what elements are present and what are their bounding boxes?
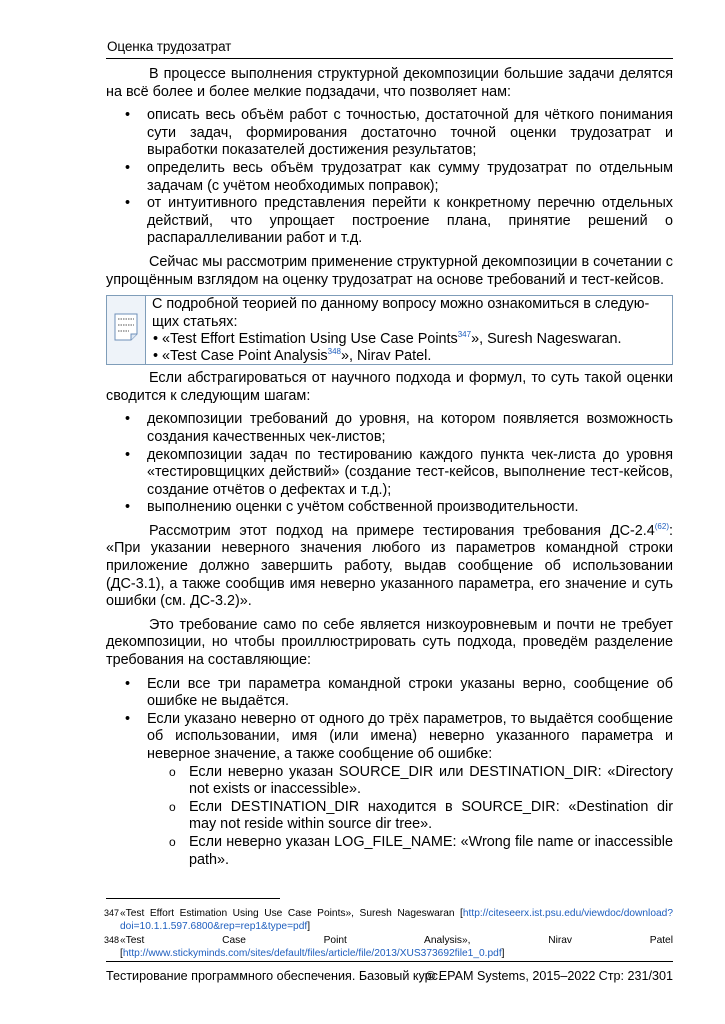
circle-bullet-icon: o [169, 799, 176, 814]
footnote-347: 347 «Test Effort Estimation Using Use Case Points», Suresh Nageswaran [http://citeseerx.ist.psu.edu/viewdoc/download?doi=10.1.1.597.6800&rep=rep1&type=pdf] [104, 908, 673, 932]
paragraph-5: Это требование само по себе является низкоуровневым и почти не требует декомпозиции, но чтобы проиллюстрировать суть подхода, проведём разделение требования на составляющие: [106, 616, 673, 669]
requirement-ref[interactable]: (62) [654, 521, 669, 531]
list-item: • определить весь объём трудозатрат как сумму трудозатрат по отдельным задачам (с учётом необходимых поправок); [125, 159, 673, 194]
bullet-icon: • [125, 195, 131, 212]
footnote-348: 348 «Test Case Point Analysis», Nirav Patel [http://www.stickyminds.com/sites/default/files/article/file/2013/XUS373692file1_0.pdf] [104, 935, 673, 959]
footnote-link-348[interactable]: http://www.stickyminds.com/sites/default/files/article/file/2013/XUS373692file1_0.pdf [122, 947, 502, 959]
bullet-icon: • [125, 499, 131, 516]
sub-list [106, 764, 673, 870]
page-content [106, 66, 673, 875]
bullet-icon: • [125, 710, 131, 727]
circle-bullet-icon: o [169, 764, 176, 779]
circle-bullet-icon: o [169, 834, 176, 849]
footnote-number: 347 [104, 908, 120, 918]
page-header [106, 38, 673, 59]
requirement-parts-list [106, 676, 673, 870]
list-item: • Если указано неверно от одного до трёх параметров, то выдаётся сообщение об использовании, имя (или имена) неверно указанного параметра и неверное значение, а также сообщение об ошибке: o Если неверно указан SOURCE_DIR или DESTINATION_DIR: «Directory not exists or inaccessible». o Если DESTINATION_DIR находится в SOURCE_DIR: «Destination dir may not reside within source dir tree». o Если неверно указан LOG_FILE_NAME: «Wrong file name or inaccessible path». [106, 711, 673, 869]
paragraph-3: Если абстрагироваться от научного подхода и формул, то суть такой оценки сводится к следующим шагам: [106, 370, 673, 404]
header-title: Оценка трудозатрат [107, 39, 232, 54]
bullet-icon: • [125, 411, 131, 428]
list-item: o Если неверно указан LOG_FILE_NAME: «Wrong file name or inaccessible path». [169, 833, 673, 868]
list-item: • Если все три параметра командной строки указаны верно, сообщение об ошибке не выдаётся. [125, 675, 673, 710]
list-item: • декомпозиции требований до уровня, на котором появляется возможность создания качественных чек-листов; [125, 411, 673, 445]
footer-page-number: Стр: 231/301 [598, 969, 673, 983]
document-note-icon [107, 296, 145, 364]
bullet-icon: • [125, 446, 131, 463]
intro-bullet-list [106, 107, 673, 248]
bullet-icon: • [125, 159, 131, 176]
list-item: • выполнению оценки с учётом собственной производительности. [125, 499, 579, 516]
footer-copyright: © EPAM Systems, 2015–2022 [426, 969, 596, 983]
paragraph-4: Рассмотрим этот подход на примере тестирования требования ДС-2.4$^{(62)}$: «При указании неверного значения любого из параметров командной строки приложение должно завершить работу, выдав сообщение об использовании (ДС-3.1), а также сообщив имя неверно указанного параметра, его значение и суть ошибки (см. ДС-3.2)». [106, 521, 673, 610]
list-item: • «Test Case Point Analysis$^{348}$», Nirav Patel. [153, 347, 432, 365]
note-icon-frame [106, 295, 146, 365]
footnotes [106, 908, 673, 962]
footer-book-title: Тестирование программного обеспечения. Базовый курс. [106, 969, 442, 983]
footnote-ref-348[interactable]: 348 [327, 347, 341, 357]
steps-list [106, 411, 673, 517]
footnote-link-347[interactable]: http://citeseerx.ist.psu.edu/viewdoc/download?doi=10.1.1.597.6800&rep=rep1&type=pdf [120, 908, 673, 932]
footnote-number: 348 [104, 935, 120, 946]
footnote-ref-347[interactable]: 347 [457, 329, 472, 339]
list-item: o Если неверно указан SOURCE_DIR или DESTINATION_DIR: «Directory not exists or inaccessible». [169, 763, 673, 798]
note-text: С подробной теорией по данному вопросу можно ознакомиться в следую- щих статьях: • «Test Effort Estimation Using Use Case Points$^{347}$», Suresh Nageswaran. • «Test Case Point Analysis$^{348}$», Nirav Patel. [145, 295, 673, 365]
list-item: o Если DESTINATION_DIR находится в SOURCE_DIR: «Destination dir may not reside within source dir tree». [169, 798, 673, 833]
note-box [106, 295, 673, 365]
paragraph-2: Сейчас мы рассмотрим применение структурной декомпозиции в сочетании с упрощённым взглядом на оценку трудозатрат на основе требований и тест-кейсов. [106, 253, 673, 288]
bullet-icon: • [125, 107, 131, 124]
list-item: • декомпозиции задач по тестированию каждого пункта чек-листа до уровня «тестировщицких действий» (создание тест-кейсов, выполнение тест-кейсов, создание отчётов о дефектах и т.д.); [125, 446, 673, 498]
bullet-icon: • [125, 675, 131, 692]
bullet-icon: • [153, 348, 163, 365]
page-footer [106, 961, 673, 992]
footnote-divider [106, 898, 280, 899]
list-item: • «Test Effort Estimation Using Use Case Points$^{347}$», Suresh Nageswaran. [153, 329, 622, 347]
list-item: • описать весь объём работ с точностью, достаточной для чёткого понимания сути задач, формирования достаточно точной оценки трудозатрат и выработки показателей достижения результатов; [125, 107, 673, 159]
intro-paragraph: В процессе выполнения структурной декомпозиции большие задачи делятся на всё более и более мелкие подзадачи, что позволяет нам: [106, 66, 673, 100]
bullet-icon: • [153, 330, 163, 347]
list-item: • от интуитивного представления перейти к конкретному перечню отдельных действий, что упрощает построение плана, принятие решений о распараллеливании работ и т.д. [125, 195, 673, 247]
